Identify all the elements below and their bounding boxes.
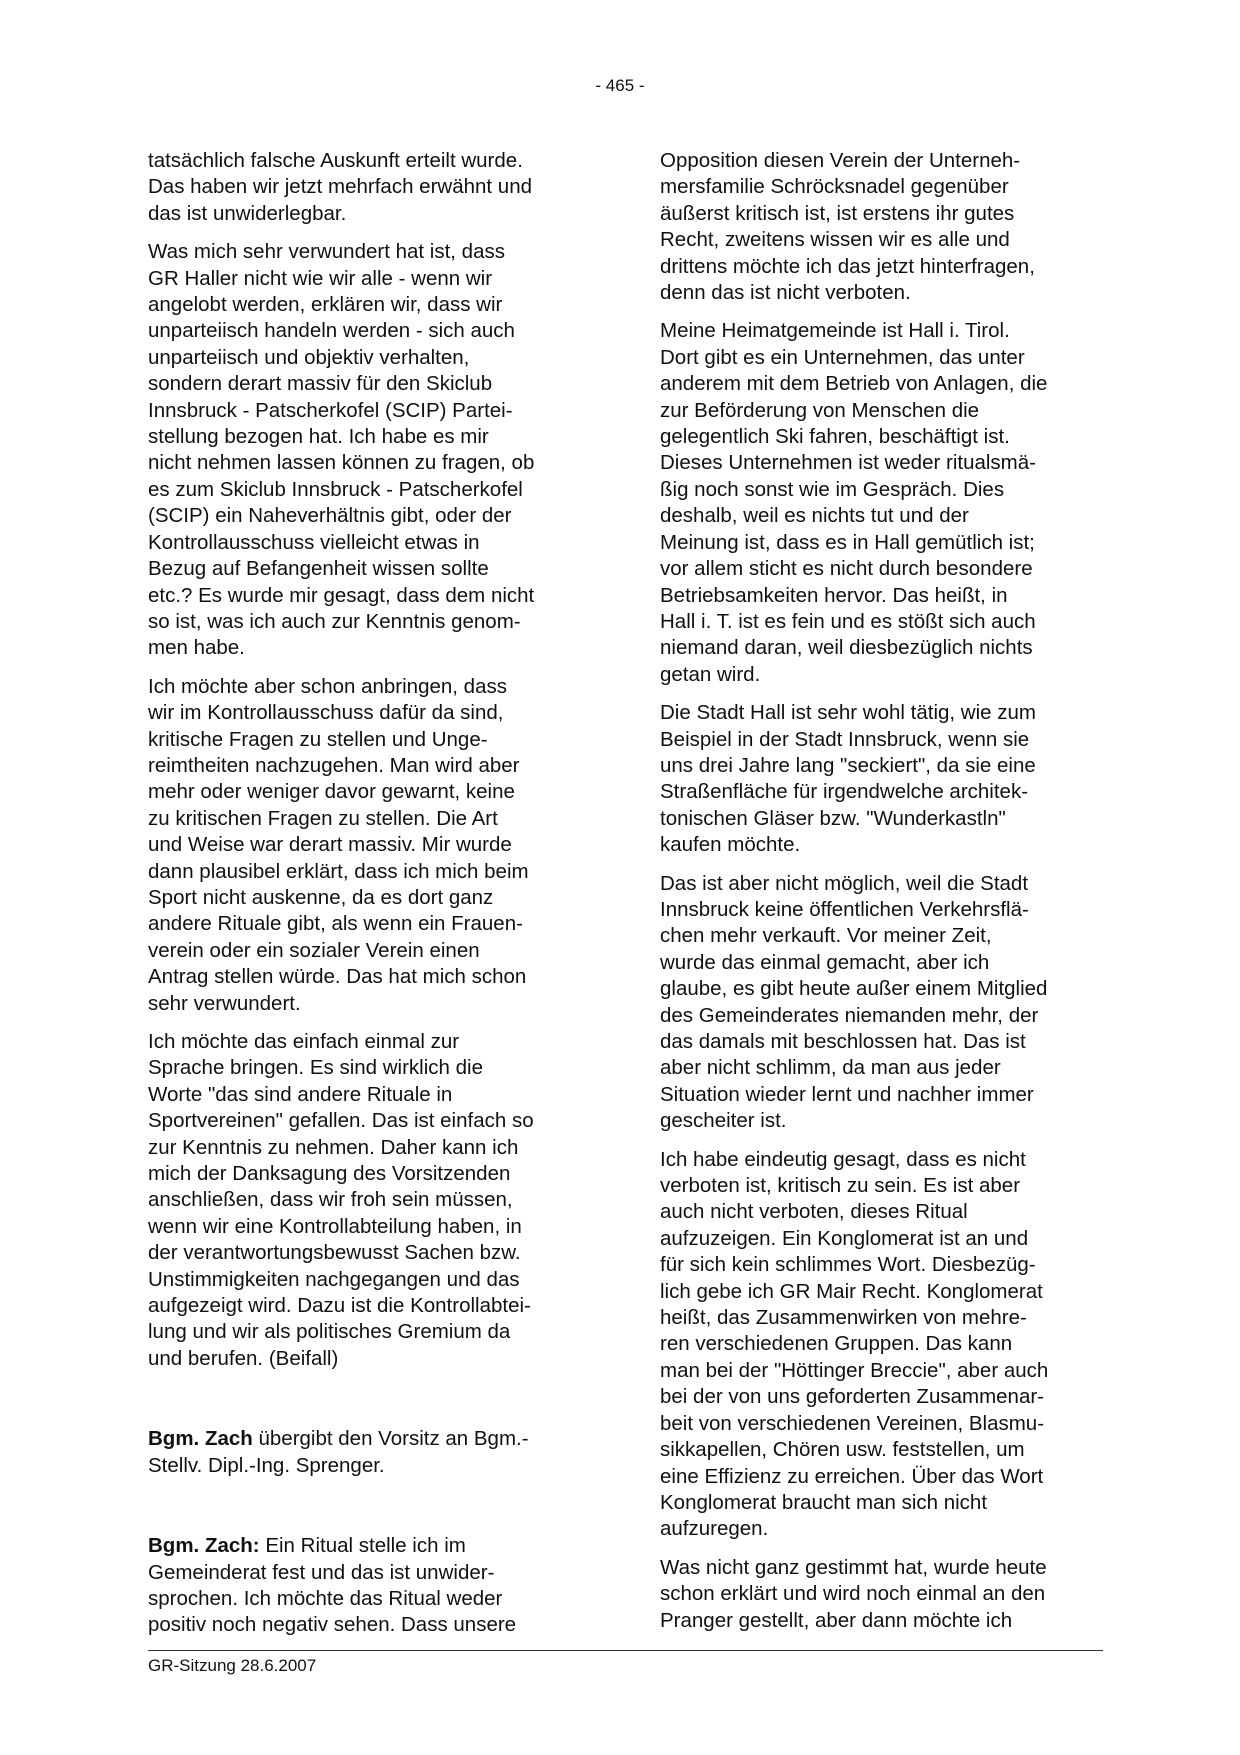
speaker-name: Bgm. Zach:	[148, 1534, 260, 1558]
text-line: Unstimmigkeiten nachgegangen und das	[148, 1267, 520, 1291]
statement-text: übergibt den Vorsitz an Bgm.-	[252, 1427, 529, 1451]
text-line: (SCIP) ein Naheverhältnis gibt, oder der	[148, 504, 512, 528]
text-line: Kontrollausschuss vielleicht etwas in	[148, 530, 480, 554]
text-line: Dort gibt es ein Unternehmen, das unter	[660, 345, 1025, 369]
paragraph	[148, 1029, 588, 1372]
text-line: angelobt werden, erklären wir, dass wir	[148, 293, 503, 317]
text-line: so ist, was ich auch zur Kenntnis genom-	[148, 609, 521, 633]
text-line: man bei der "Höttinger Breccie", aber auch	[660, 1358, 1049, 1382]
left-column	[148, 148, 588, 1651]
text-line: anderem mit dem Betrieb von Anlagen, die	[660, 372, 1048, 396]
text-line: schon erklärt und wird noch einmal an den	[660, 1582, 1046, 1606]
text-line: Ich möchte das einfach einmal zur	[148, 1030, 460, 1053]
text-line: niemand daran, weil diesbezüglich nichts	[660, 636, 1033, 660]
text-line: wurde das einmal gemacht, aber ich	[660, 950, 990, 974]
text-line: zur Kenntnis zu nehmen. Daher kann ich	[148, 1135, 519, 1159]
text-line: Was mich sehr verwundert hat ist, dass	[148, 240, 505, 264]
text-line: wir im Kontrollausschuss dafür da sind,	[148, 701, 504, 725]
text-line: Sport nicht auskenne, da es dort ganz	[148, 885, 494, 909]
text-line: zu kritischen Fragen zu stellen. Die Art	[148, 806, 498, 830]
text-line: aber nicht schlimm, da man aus jeder	[660, 1056, 1001, 1080]
text-line: verboten ist, kritisch zu sein. Es ist aber	[660, 1174, 1021, 1198]
text-line: men habe.	[148, 636, 245, 660]
text-line: das damals mit beschlossen hat. Das ist	[660, 1030, 1026, 1053]
paragraph	[148, 148, 588, 227]
text-line: sondern derart massiv für den Skiclub	[148, 372, 493, 396]
text-line: unparteiisch handeln werden - sich auch	[148, 319, 515, 343]
text-line: ren verschiedenen Gruppen. Das kann	[660, 1332, 1013, 1356]
text-line: Sprache bringen. Es sind wirklich die	[148, 1056, 483, 1080]
text-line: äußerst kritisch ist, ist erstens ihr gutes	[660, 201, 1015, 225]
text-line: heißt, das Zusammenwirken von mehre-	[660, 1306, 1027, 1330]
paragraph	[148, 674, 588, 1017]
text-line: mich der Danksagung des Vorsitzenden	[148, 1162, 511, 1186]
text-line: Was nicht ganz gestimmt hat, wurde heute	[660, 1555, 1047, 1579]
text-line: tatsächlich falsche Auskunft erteilt wurde.	[148, 149, 523, 172]
statement-continuation	[148, 1560, 588, 1639]
text-line: wenn wir eine Kontrollabteilung haben, in	[148, 1214, 522, 1238]
text-line: sikkapellen, Chören usw. feststellen, um	[660, 1438, 1025, 1462]
speaker-name: Bgm. Zach	[148, 1427, 253, 1451]
text-line: für sich kein schlimmes Wort. Diesbezüg-	[660, 1253, 1036, 1277]
text-line: Dieses Unternehmen ist weder ritualsmä-	[660, 451, 1036, 475]
text-line: aufgezeigt wird. Dazu ist die Kontrollabtei-	[148, 1294, 531, 1318]
text-line: drittens möchte ich das jetzt hinterfragen,	[660, 254, 1035, 278]
paragraph	[660, 871, 1100, 1135]
text-line: Innsbruck - Patscherkofel (SCIP) Partei-	[148, 398, 513, 422]
text-line: ßig noch sonst wie im Gespräch. Dies	[660, 477, 1005, 501]
text-line: sprochen. Ich möchte das Ritual weder	[148, 1586, 503, 1610]
text-line: Beispiel in der Stadt Innsbruck, wenn sie	[660, 727, 1030, 751]
text-line: Bezug auf Befangenheit wissen sollte	[148, 557, 489, 581]
text-line: Situation wieder lernt und nachher immer	[660, 1082, 1034, 1106]
text-line: Straßenfläche für irgendwelche architek-	[660, 780, 1029, 804]
text-line: sehr verwundert.	[148, 991, 301, 1015]
text-line: und berufen. (Beifall)	[148, 1346, 339, 1370]
text-line: eine Effizienz zu erreichen. Über das Wort	[660, 1464, 1044, 1488]
text-line: nicht nehmen lassen können zu fragen, ob	[148, 451, 535, 475]
text-line: Gemeinderat fest und das ist unwider-	[148, 1560, 495, 1584]
text-line: andere Rituale gibt, als wenn ein Frauen-	[148, 912, 523, 936]
paragraph	[660, 318, 1100, 688]
text-line: Worte "das sind andere Rituale in	[148, 1082, 453, 1106]
text-line: Meine Heimatgemeinde ist Hall i. Tirol.	[660, 319, 1010, 343]
text-line: Die Stadt Hall ist sehr wohl tätig, wie zum	[660, 701, 1036, 725]
text-line: stellung bezogen hat. Ich habe es mir	[148, 425, 489, 449]
text-line: Innsbruck keine öffentlichen Verkehrsflä-	[660, 897, 1029, 921]
text-line: Ich habe eindeutig gesagt, dass es nicht	[660, 1147, 1026, 1171]
paragraph	[660, 1147, 1100, 1543]
text-line: reimtheiten nachzugehen. Man wird aber	[148, 753, 520, 777]
text-line: der verantwortungsbewusst Sachen bzw.	[148, 1241, 521, 1265]
text-line: etc.? Es wurde mir gesagt, dass dem nicht	[148, 583, 535, 607]
text-line: Hall i. T. ist es fein und es stößt sich auch	[660, 609, 1036, 633]
text-line: glaube, es gibt heute außer einem Mitglied	[660, 977, 1048, 1001]
text-line: deshalb, weil es nichts tut und der	[660, 504, 969, 528]
speaker-statement	[148, 1533, 588, 1639]
text-line: chen mehr verkauft. Vor meiner Zeit,	[660, 924, 992, 948]
text-line: tonischen Gläser bzw. "Wunderkastln"	[660, 806, 1006, 830]
page-number: - 465 -	[595, 76, 645, 95]
paragraph	[148, 239, 588, 662]
text-line: das ist unwiderlegbar.	[148, 201, 347, 225]
statement-text: Ein Ritual stelle ich im	[259, 1534, 466, 1558]
text-line: gescheiter ist.	[660, 1109, 787, 1133]
footer-divider	[148, 1650, 1103, 1651]
text-line: getan wird.	[660, 662, 761, 686]
text-line: anschließen, dass wir froh sein müssen,	[148, 1188, 513, 1212]
text-line: denn das ist nicht verboten.	[660, 281, 911, 305]
footer-session-label: GR-Sitzung 28.6.2007	[148, 1656, 317, 1675]
paragraph	[660, 700, 1100, 858]
text-line: kaufen möchte.	[660, 833, 801, 857]
text-line: Das haben wir jetzt mehrfach erwähnt und	[148, 175, 533, 199]
text-line: aufzuregen.	[660, 1517, 769, 1541]
paragraph	[660, 148, 1100, 306]
text-line: auch nicht verboten, dieses Ritual	[660, 1200, 968, 1224]
text-line: gelegentlich Ski fahren, beschäftigt ist.	[660, 425, 1010, 449]
text-line: vor allem sticht es nicht durch besondere	[660, 557, 1033, 581]
text-line: Das ist aber nicht möglich, weil die Stadt	[660, 871, 1029, 895]
text-line: uns drei Jahre lang "seckiert", da sie eine	[660, 753, 1036, 777]
text-line: GR Haller nicht wie wir alle - wenn wir	[148, 266, 493, 290]
text-line: Pranger gestellt, aber dann möchte ich	[660, 1608, 1013, 1632]
text-line: und Weise war derart massiv. Mir wurde	[148, 833, 512, 857]
text-line: Sportvereinen" gefallen. Das ist einfach so	[148, 1109, 534, 1133]
text-line: positiv noch negativ sehen. Dass unsere	[148, 1613, 517, 1637]
text-line: kritische Fragen zu stellen und Unge-	[148, 727, 488, 751]
text-line: verein oder ein sozialer Verein einen	[148, 938, 480, 962]
text-line: Ich möchte aber schon anbringen, dass	[148, 674, 507, 698]
text-line: mehr oder weniger davor gewarnt, keine	[148, 780, 515, 804]
paragraph	[660, 1555, 1100, 1634]
text-line: unparteiisch und objektiv verhalten,	[148, 345, 470, 369]
text-line: Meinung ist, dass es in Hall gemütlich ist;	[660, 530, 1035, 554]
text-line: es zum Skiclub Innsbruck - Patscherkofel	[148, 477, 523, 501]
text-line: bei der von uns geforderten Zusammenar-	[660, 1385, 1045, 1409]
text-line: Opposition diesen Verein der Unterneh-	[660, 149, 1021, 172]
chair-handover-note	[148, 1426, 588, 1479]
statement-text: Stellv. Dipl.-Ing. Sprenger.	[148, 1453, 385, 1477]
text-line: Konglomerat braucht man sich nicht	[660, 1490, 988, 1514]
text-line: lich gebe ich GR Mair Recht. Konglomerat	[660, 1279, 1043, 1303]
text-line: Antrag stellen würde. Das hat mich schon	[148, 965, 527, 989]
text-line: aufzuzeigen. Ein Konglomerat ist an und	[660, 1226, 1029, 1250]
text-line: beit von verschiedenen Vereinen, Blasmu-	[660, 1411, 1045, 1435]
text-line: dann plausibel erklärt, dass ich mich beim	[148, 859, 529, 883]
text-line: lung und wir als politisches Gremium da	[148, 1320, 511, 1344]
text-line: Recht, zweitens wissen wir es alle und	[660, 228, 1010, 252]
text-line: des Gemeinderates niemanden mehr, der	[660, 1003, 1039, 1027]
right-column	[660, 148, 1100, 1646]
text-line: zur Beförderung von Menschen die	[660, 398, 980, 422]
text-line: mersfamilie Schröcksnadel gegenüber	[660, 175, 1009, 199]
text-line: Betriebsamkeiten hervor. Das heißt, in	[660, 583, 1008, 607]
